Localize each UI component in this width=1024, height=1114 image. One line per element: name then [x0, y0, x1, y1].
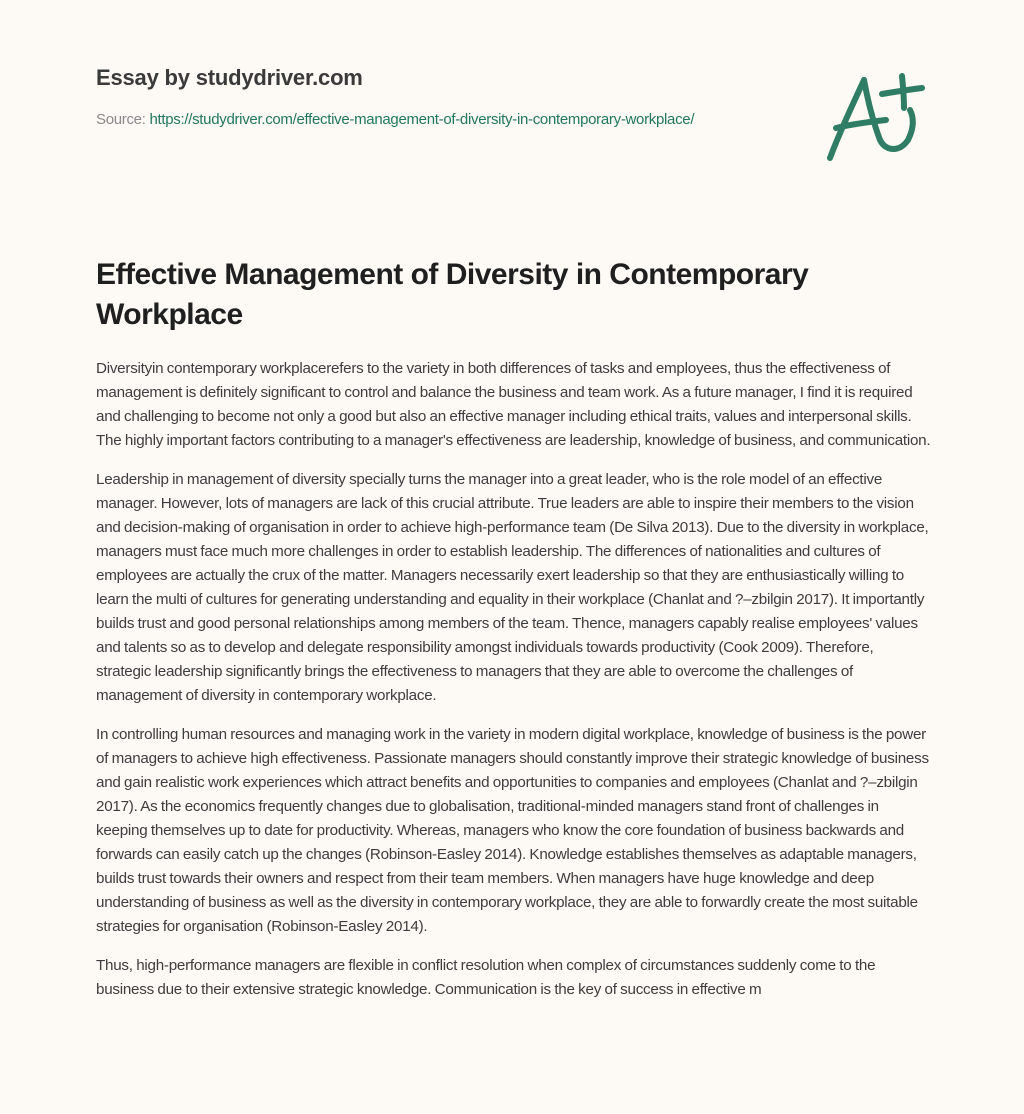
essay-content	[96, 255, 932, 1017]
source-label: Source:	[96, 111, 150, 128]
essay-paragraph: In controlling human resources and managing work in the variety in modern digital workplace, knowledge of business is the power of managers to achieve high effectiveness. Passionate managers should constantly improve their strategic knowledge of business and gain realistic work experiences which attract benefits and opportunities to companies and employees (Chanlat and ?–zbilgin 2017). As the economics frequently changes due to globalisation, traditional-minded managers stand front of challenges in keeping themselves up to date for productivity. Whereas, managers who know the core foundation of business backwards and forwards can easily catch up the changes (Robinson-Easley 2014). Knowledge establishes themselves as adaptable managers, builds trust towards their owners and respect from their team members. When managers have huge knowledge and deep understanding of business as well as the diversity in contemporary workplace, they are able to forwardly create the most suitable strategies for organisation (Robinson-Easley 2014).	[96, 726, 929, 935]
essay-paragraph: Thus, high-performance managers are flexible in conflict resolution when complex of circumstances suddenly come to the business due to their extensive strategic knowledge. Communication is the key of success in effective m	[96, 957, 876, 998]
essay-paragraph: Diversityin contemporary workplacerefers to the variety in both differences of tasks and employees, thus the effectiveness of management is definitely significant to control and balance the business and team work. As a future manager, I find it is required and challenging to become not only a good but also an effective manager including ethical traits, values and interpersonal skills. The highly important factors contributing to a manager's effectiveness are leadership, knowledge of business, and communication.	[96, 360, 931, 449]
source-line	[96, 108, 776, 132]
site-title: Essay by studydriver.com	[96, 65, 363, 90]
source-link[interactable]: https://studydriver.com/effective-management-of-diversity-in-contemporary-workplace/	[149, 111, 695, 128]
page-header	[96, 62, 776, 132]
essay-title: Effective Management of Diversity in Contemporary Workplace	[96, 258, 809, 331]
a-plus-grade-icon	[818, 66, 938, 176]
essay-paragraph: Leadership in management of diversity specially turns the manager into a great leader, who is the role model of an effective manager. However, lots of managers are lack of this crucial attribute. True leaders are able to inspire their members to the vision and decision-making of organisation in order to achieve high-performance team (De Silva 2013). Due to the diversity in workplace, managers must face much more challenges in order to establish leadership. The differences of nationalities and cultures of employees are actually the crux of the matter. Managers necessarily exert leadership so that they are enthusiastically willing to learn the multi of cultures for generating understanding and equality in their workplace (Chanlat and ?–zbilgin 2017). It importantly builds trust and good personal relationships among members of the team. Thence, managers capably realise employees' values and talents so as to develop and delegate responsibility amongst individuals towards productivity (Cook 2009). Therefore, strategic leadership significantly brings the effectiveness to managers that they are able to overcome the challenges of management of diversity in contemporary workplace.	[96, 471, 929, 704]
